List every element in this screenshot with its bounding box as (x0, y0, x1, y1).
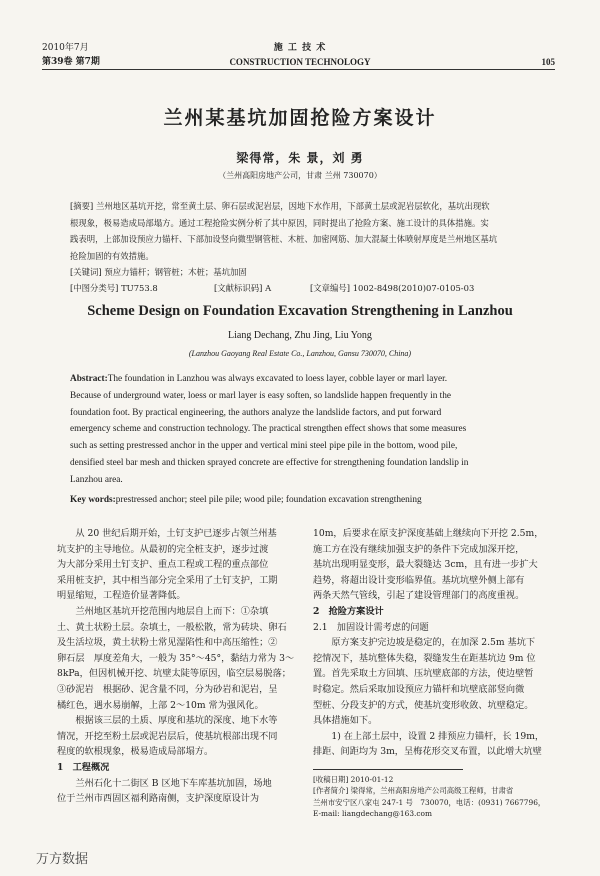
body-line: 采用桩支护，其中相当部分完全采用了土钉支护，工期 (57, 574, 278, 586)
header-date: 2010年7月 (42, 43, 89, 53)
body-line: 施工方在没有继续加强支护的条件下完成加深开挖， (313, 543, 525, 555)
abstract-cn-line: 根现象，极易造成局部塌方。通过工程抢险实例分析了其中原因，同时提出了抢险方案、施工设计的具体措施。实 (70, 217, 489, 228)
abstract-cn (70, 198, 540, 281)
abstract-en-line: foundation foot. By practical engineering, the authors analyze the landslide factors, and put forward (70, 407, 442, 418)
body-line: 土、黄土状粉土层。杂填土，一般松散，常为砖块、卵石 (57, 621, 287, 633)
body-line: 挖情况下，基坑整体失稳，裂缝发生在距基坑边 9m 位 (313, 652, 536, 664)
body-line: 位于兰州市西固区福利路南侧，支护深度原设计为 (57, 793, 260, 805)
title-en: Scheme Design on Foundation Excavation Strengthening in Lanzhou (87, 303, 513, 319)
abstract-en-line: emergency scheme and construction technology. The practical strengthen effect shows that some measures (70, 424, 467, 435)
body-line: 明显缩短，工程造价显著降低。 (57, 590, 186, 602)
body-line: 1) 在上部土层中，设置 2 排预应力锚杆，长 19m， (313, 730, 545, 742)
body-line: 基坑出现明显变形，最大裂缝达 3cm，且有进一步扩大 (313, 559, 538, 571)
section-heading: 1 工程概况 (57, 761, 110, 773)
body-line: 型桩、分段支护的方式，使基坑变形收敛、坑壁稳定。 (313, 699, 534, 711)
authors-en: Liang Dechang, Zhu Jing, Liu Yong (228, 330, 372, 341)
body-line: 兰州石化十二街区 B 区地下车库基坑加固，场地 (57, 777, 272, 789)
clc-code: [中图分类号] TU753.8 (70, 283, 158, 293)
body-left-column (57, 526, 303, 807)
body-line: 为大部分采用土钉支护、重点工程或工程的重点部位 (57, 559, 269, 571)
footnote-line: 兰州市安宁区八家屯 247-1 号 730070，电话：(0931) 7667796， (313, 797, 546, 807)
subsection-heading: 2.1 加固设计需考虑的问题 (313, 621, 429, 633)
abstract-en-label: Abstract: (70, 374, 108, 384)
abstract-en-line: such as setting prestressed anchor in the upper and vertical mini steel pipe pile in the bottom, wood pile, (70, 441, 458, 452)
body-right-column (313, 526, 559, 760)
footnote-line: [收稿日期] 2010-01-12 (313, 775, 394, 784)
header-journal-cn: 施 工 技 术 (273, 43, 327, 53)
body-line: 坑支护的主导地位。从最初的完全桩支护，逐步过渡 (57, 543, 269, 555)
document-code: [文献标识码] A (214, 283, 272, 293)
body-line: 10m，后要求在原支护深度基础上继续向下开挖 2.5m， (313, 528, 544, 539)
body-line: 置。首先采取土方回填、压坑壁底部的方法，使边壁暂 (313, 668, 534, 680)
section-heading: 2 抢险方案设计 (313, 605, 384, 617)
abstract-en (70, 371, 540, 508)
body-line: 及生活垃圾，黄土状粉土常见湿陷性和中高压缩性；② (57, 637, 278, 649)
body-line: 程度的软根现象，极易造成局部塌方。 (57, 746, 214, 758)
keywords-cn: [关键词] 预应力锚杆；钢管桩；木桩；基坑加固 (70, 267, 247, 277)
body-line: 从 20 世纪后期开始，土钉支护已逐步占领兰州基 (57, 528, 277, 539)
header-rule (42, 69, 555, 70)
footnote-line: E-mail: liangdechang@163.com (313, 809, 432, 819)
body-line: 根据该三层的土质、厚度和基坑的深度、地下水等 (57, 715, 278, 727)
watermark: 万方数据 (36, 852, 89, 867)
abstract-en-line: densified steel bar mesh and thicken sprayed concrete are effective for strengthening foundation landslip in (70, 457, 469, 468)
body-line: 兰州地区基坑开挖范围内地层自上而下：①杂填 (57, 605, 269, 617)
article-number: [文章编号] 1002-8498(2010)07-0105-03 (310, 283, 475, 293)
body-line: 排距、间距均为 3m，呈梅花形交叉布置，以此增大坑壁 (313, 746, 542, 758)
body-line: 情况，开挖至粉土层或泥岩层后，使基坑根部出现不同 (57, 730, 278, 742)
body-line: 两条天然气管线，引起了建设管理部门的高度重视。 (313, 590, 525, 602)
abstract-cn-line: 践表明，上部加设预应力锚杆、下部加设竖向微型钢管桩、木桩、加密网筋、加大混凝土体喷射厚度是兰州地区基坑 (70, 234, 498, 244)
body-line: 原方案支护完边坡是稳定的，在加深 2.5m 基坑下 (313, 637, 536, 649)
body-line: 卵石层 厚度差角大，一般为 35°～45°，黏结力常为 3～ (57, 652, 295, 664)
footnote-rule (313, 769, 463, 770)
abstract-en-line: Because of underground water, loess or marl layer is easy soften, so landslide happen frequently in the (70, 390, 452, 401)
body-line: 橘红色，遇水易崩解，上部 2～10m 常为强风化。 (57, 699, 264, 711)
footnote (313, 774, 559, 820)
abstract-en-line: Lanzhou area. (70, 474, 123, 485)
authors-cn: 梁得常，朱 景，刘 勇 (236, 151, 364, 165)
body-line: 8kPa，但因机械开挖、坑壁太陡等原因，临空层易脱落； (57, 668, 291, 680)
abstract-cn-line: 抢险加固的有效措施。 (70, 250, 154, 261)
body-line: 趋势，将超出设计变形临界值。基坑坑壁外侧上部有 (313, 574, 525, 586)
abstract-en-line: The foundation in Lanzhou was always excavated to loess layer, cobble layer or marl layer. (107, 374, 448, 384)
keywords-en: prestressed anchor; steel pile pile; wood pile; foundation excavation strengthening (115, 494, 422, 505)
header-journal-en: CONSTRUCTION TECHNOLOGY (229, 57, 371, 67)
page-number: 105 (541, 57, 555, 67)
abstract-cn-line: [摘要] 兰州地区基坑开挖，常至黄土层、卵石层或泥岩层，因地下水作用，下部黄土层或泥岩层软化，基坑出现软 (70, 201, 490, 211)
body-line: 具体措施如下。 (313, 715, 378, 727)
body-line: 时稳定。然后采取加设预应力锚杆和坑壁底部竖向微 (313, 683, 525, 695)
footnote-line: [作者简介] 梁得常，兰州高阳房地产公司高级工程师，甘肃省 (313, 786, 514, 796)
keywords-en-label: Key words: (70, 494, 116, 505)
title-cn: 兰州某基坑加固抢险方案设计 (163, 107, 437, 129)
body-line: ③砂泥岩 根据砂、泥含量不同，分为砂岩和泥岩，呈 (57, 683, 278, 695)
affiliation-en: (Lanzhou Gaoyang Real Estate Co., Lanzhou, Gansu 730070, China) (188, 349, 412, 358)
header-volume: 第39卷 第7期 (42, 57, 100, 67)
affiliation-cn: （兰州高阳房地产公司，甘肃 兰州 730070） (218, 171, 382, 180)
